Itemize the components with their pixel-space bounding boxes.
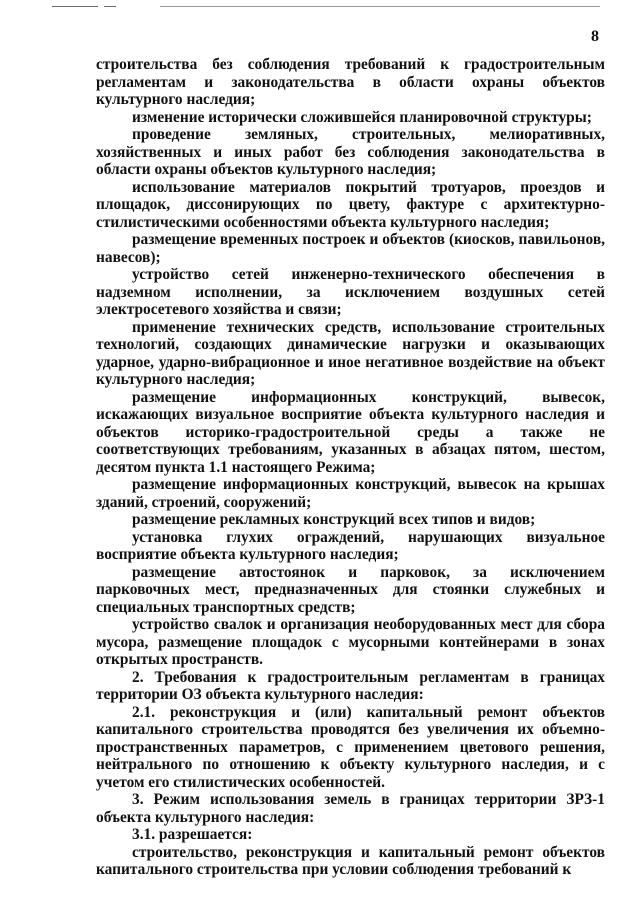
page-number: 8 (591, 28, 599, 45)
paragraph: строительство, реконструкция и капитальный ремонт объектов капитального строительства при условии соблюдения требований к (96, 843, 605, 878)
paragraph: размещение временных построек и объектов (киосков, павильонов, навесов); (96, 231, 605, 266)
paragraph: устройство свалок и организация необорудованных мест для сбора мусора, размещение площадок с мусорными контейнерами в зонах открытых пространств. (96, 616, 605, 668)
paragraph: проведение земляных, строительных, мелиоративных, хозяйственных и иных работ без соблюдения законодательства в области охраны объектов культурного наследия; (96, 126, 605, 178)
subsection-paragraph: 2.1. реконструкция и (или) капитальный ремонт объектов капитального строительства проводятся без увеличения их объемно-пространственных параметров, с применением цветового решения, нейтрального по отношению к объекту культурного наследия, и с учетом его стилистических особенностей. (96, 703, 605, 791)
paragraph: изменение исторически сложившейся планировочной структуры; (132, 108, 592, 126)
section-heading: 3. Режим использования земель в границах территории ЗРЗ-1 объекта культурного наследия: (96, 791, 605, 826)
scan-artifact-line (104, 6, 116, 7)
section-heading: 2. Требования к градостроительным регламентам в границах территории ОЗ объекта культурного наследия: (96, 668, 605, 703)
paragraph-continuation: строительства без соблюдения требований к градостроительным регламентам и законодательства в области охраны объектов культурного наследия; (96, 56, 605, 108)
scan-artifact-line (52, 6, 98, 7)
scan-artifact-line (160, 6, 600, 7)
document-body (96, 56, 605, 879)
subsection-heading: 3.1. разрешается: (132, 826, 253, 843)
paragraph: размещение информационных конструкций, вывесок на крышах зданий, строений, сооружений; (96, 476, 605, 511)
paragraph: использование материалов покрытий тротуаров, проездов и площадок, диссонирующих по цвету, фактуре с архитектурно-стилистическими особенностями объекта культурного наследия; (96, 178, 605, 231)
paragraph: размещение рекламных конструкций всех типов и видов; (132, 511, 536, 528)
paragraph: установка глухих ограждений, нарушающих визуальное восприятие объекта культурного наследия; (96, 528, 605, 563)
paragraph: применение технических средств, использование строительных технологий, создающих динамические нагрузки и оказывающих ударное, ударно-вибрационное и иное негативное воздействие на объект культурного наследия; (96, 318, 605, 388)
paragraph: размещение информационных конструкций, вывесок, искажающих визуальное восприятие объекта культурного наследия и объектов историко-градостроительной среды а также не соответствующих требованиям, указанных в абзацах пятом, шестом, десятом пункта 1.1 настоящего Режима; (96, 388, 605, 476)
paragraph: устройство сетей инженерно-технического обеспечения в надземном исполнении, за исключением воздушных сетей электросетевого хозяйства и связи; (96, 266, 605, 318)
paragraph: размещение автостоянок и парковок, за исключением парковочных мест, предназначенных для стоянки служебных и специальных транспортных средств; (96, 563, 605, 616)
